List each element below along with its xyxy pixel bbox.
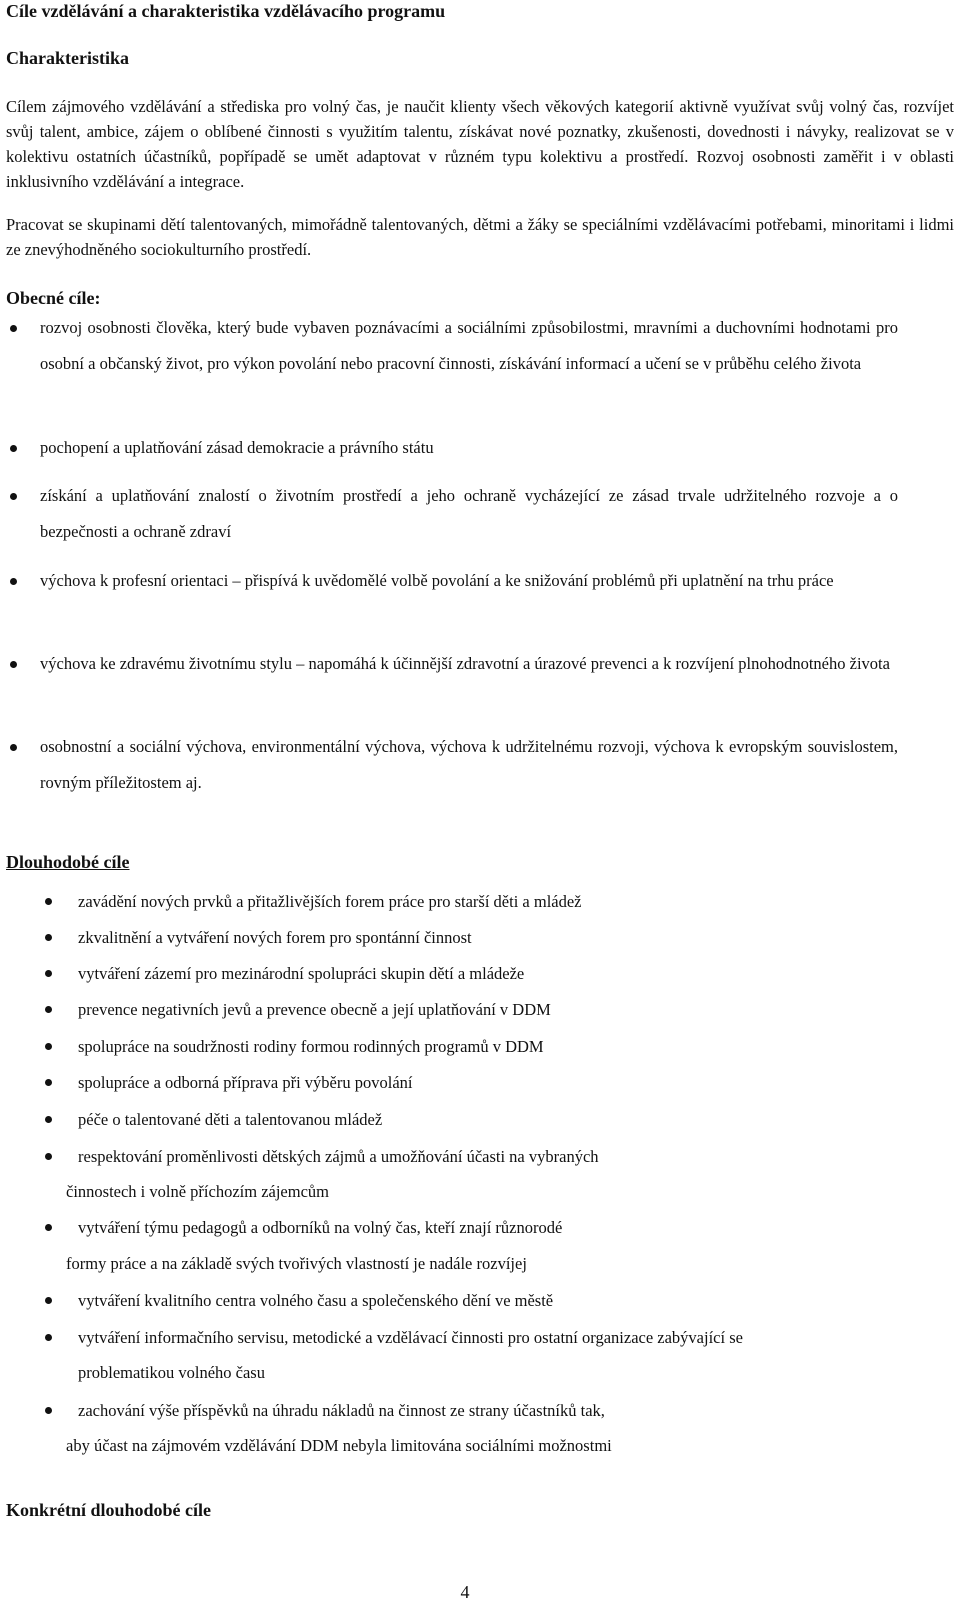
bullet-icon <box>45 934 52 941</box>
bullet-icon <box>10 744 17 751</box>
bullet-icon <box>45 1006 52 1013</box>
list-item-text: vytváření informačního servisu, metodické a vzdělávací činnosti pro ostatní organizace zabývající se <box>78 1328 743 1347</box>
list-item-text: prevence negativních jevů a prevence obecně a její uplatňování v DDM <box>78 1000 551 1019</box>
bullet-icon <box>10 445 17 452</box>
list-item-text: spolupráce na soudržnosti rodiny formou rodinných programů v DDM <box>78 1037 544 1056</box>
list-item-text: pochopení a uplatňování zásad demokracie a právního státu <box>40 438 434 457</box>
list-item <box>40 563 898 599</box>
bullet-icon <box>45 898 52 905</box>
bullet-icon <box>45 1224 52 1231</box>
list-item <box>40 310 898 382</box>
list-item-continuation <box>66 1428 612 1463</box>
bullet-icon <box>10 325 17 332</box>
bullet-icon <box>45 1116 52 1123</box>
list-item-continuation <box>66 1246 527 1281</box>
list-item-text: respektování proměnlivosti dětských zájmů a umožňování účasti na vybraných <box>78 1147 599 1166</box>
list-item <box>78 884 582 919</box>
characteristic-paragraph: Cílem zájmového vzdělávání a střediska pro volný čas, je naučit klienty všech věkových kategorií aktivně využívat svůj volný čas, rozvíjet svůj talent, ambice, zájem o oblíbené činnosti s využitím talentu, získávat nové poznatky, zkušenosti, dovednosti i návyky, realizovat se v kolektivu ostatních účastníků, popřípadě se umět adaptovat v různém typu kolektivu a prostředí. Rozvoj osobnosti zaměřit i v oblasti inklusivního vzdělávání a integrace. <box>6 97 954 191</box>
long-term-goals-heading: Dlouhodobé cíle <box>6 852 130 872</box>
list-item-text: zachování výše příspěvků na úhradu nákladů na činnost ze strany účastníků tak, <box>78 1401 605 1420</box>
list-item <box>40 729 898 801</box>
bullet-icon <box>10 493 17 500</box>
list-item <box>78 1029 544 1064</box>
list-item <box>78 1139 599 1174</box>
bullet-icon <box>45 1043 52 1050</box>
list-item-continuation <box>78 1355 265 1390</box>
list-item-text: získání a uplatňování znalostí o životním prostředí a jeho ochraně vycházející ze zásad trvale udržitelného rozvoje a o bezpečnosti a ochraně zdraví <box>40 486 898 541</box>
bullet-icon <box>45 1334 52 1341</box>
bullet-icon <box>45 1407 52 1414</box>
list-item <box>78 1102 382 1137</box>
list-item-text: osobnostní a sociální výchova, environmentální výchova, výchova k udržitelnému rozvoji, výchova k evropským souvislostem, rovným příležitostem aj. <box>40 737 898 792</box>
list-item <box>78 920 472 955</box>
list-item <box>78 1283 553 1318</box>
list-item-text: problematikou volného času <box>78 1363 265 1382</box>
characteristic-heading: Charakteristika <box>6 48 129 68</box>
bullet-icon <box>10 661 17 668</box>
page-number: 4 <box>460 1582 470 1602</box>
list-item-text: zavádění nových prvků a přitažlivějších forem práce pro starší děti a mládež <box>78 892 582 911</box>
list-item <box>78 1320 743 1355</box>
list-item-text: činnostech i volně příchozím zájemcům <box>66 1182 329 1201</box>
list-item-text: vytváření zázemí pro mezinárodní spolupráci skupin dětí a mládeže <box>78 964 525 983</box>
list-item <box>78 1393 605 1428</box>
list-item-text: zkvalitnění a vytváření nových forem pro spontánní činnost <box>78 928 472 947</box>
list-item <box>40 646 898 682</box>
list-item-text: výchova k profesní orientaci – přispívá k uvědomělé volbě povolání a ke snižování problémů při uplatnění na trhu práce <box>40 571 834 590</box>
bullet-icon <box>45 1297 52 1304</box>
list-item <box>78 1065 412 1100</box>
list-item <box>40 478 898 550</box>
list-item-text: vytváření kvalitního centra volného času a společenského dění ve městě <box>78 1291 554 1310</box>
list-item-text: výchova ke zdravému životnímu stylu – napomáhá k účinnější zdravotní a úrazové prevenci a k rozvíjení plnohodnotného života <box>40 654 890 673</box>
list-item <box>78 956 524 991</box>
list-item-text: rozvoj osobnosti člověka, který bude vybaven poznávacími a sociálními způsobilostmi, mravními a duchovními hodnotami pro osobní a občanský život, pro výkon povolání nebo pracovní činnosti, získávání informací a učení se v průběhu celého života <box>40 318 898 373</box>
bullet-icon <box>10 578 17 585</box>
list-item-text: formy práce a na základě svých tvořivých vlastností je nadále rozvíjej <box>66 1254 527 1273</box>
list-item-text: vytváření týmu pedagogů a odborníků na volný čas, kteří znají různorodé <box>78 1218 563 1237</box>
characteristic-paragraph: Pracovat se skupinami dětí talentovaných, mimořádně talentovaných, dětmi a žáky se speciálními vzdělávacími potřebami, minoritami i lidmi ze znevýhodněného sociokulturního prostředí. <box>6 215 954 259</box>
list-item <box>78 992 551 1027</box>
document-title: Cíle vzdělávání a charakteristika vzdělávacího programu <box>6 1 446 21</box>
bullet-icon <box>45 1079 52 1086</box>
bullet-icon <box>45 1153 52 1160</box>
list-item-text: spolupráce a odborná příprava při výběru povolání <box>78 1073 413 1092</box>
bullet-icon <box>45 970 52 977</box>
list-item <box>78 1210 562 1245</box>
list-item-text: péče o talentované děti a talentovanou mládež <box>78 1110 383 1129</box>
general-goals-heading: Obecné cíle: <box>6 288 101 308</box>
specific-goals-heading: Konkrétní dlouhodobé cíle <box>6 1500 212 1520</box>
list-item <box>40 430 898 466</box>
list-item-continuation <box>66 1174 329 1209</box>
list-item-text: aby účast na zájmovém vzdělávání DDM nebyla limitována sociálními možnostmi <box>66 1436 612 1455</box>
